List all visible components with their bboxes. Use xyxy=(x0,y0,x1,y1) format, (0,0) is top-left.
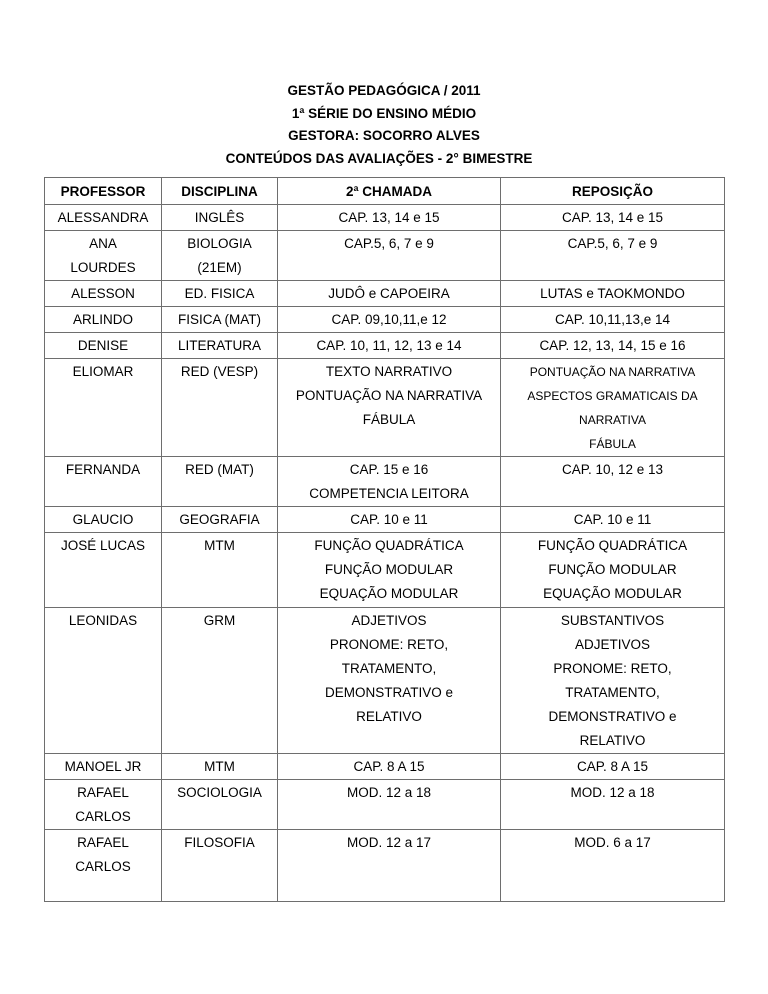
cell-disciplina xyxy=(162,205,278,231)
cell-text-line: TRATAMENTO, xyxy=(341,661,437,676)
cell-text-line: ED. FISICA xyxy=(184,286,255,301)
cell-text-line: FERNANDA xyxy=(65,462,141,477)
cell-text-line: EQUAÇÃO MODULAR xyxy=(543,586,682,601)
cell-text-line: TEXTO NARRATIVO xyxy=(325,364,453,379)
cell-disciplina xyxy=(162,281,278,307)
cell-text-line: FUNÇÃO MODULAR xyxy=(324,562,454,577)
cell-professor xyxy=(45,457,162,507)
cell-text-line: MOD. 12 a 17 xyxy=(346,835,432,850)
cell-disciplina xyxy=(162,507,278,533)
cell-reposicao xyxy=(501,533,725,608)
cell-text-line: ASPECTOS GRAMATICAIS DA xyxy=(527,389,698,403)
cell-segunda-chamada xyxy=(278,533,501,608)
cell-text-line: FISICA (MAT) xyxy=(178,312,261,327)
cell-text-line: FUNÇÃO MODULAR xyxy=(548,562,677,577)
cell-text-line: LUTAS e TAOKMONDO xyxy=(540,286,685,301)
table-row xyxy=(45,780,725,830)
cell-text-line: ADJETIVOS xyxy=(574,637,650,652)
header-grade: 1ª SÉRIE DO ENSINO MÉDIO xyxy=(291,105,477,121)
table-row xyxy=(45,307,725,333)
cell-text-line: SOCIOLOGIA xyxy=(177,785,262,800)
cell-reposicao xyxy=(501,231,725,281)
table-row xyxy=(45,281,725,307)
cell-text-line: LOURDES xyxy=(70,260,136,275)
cell-text-line: ELIOMAR xyxy=(72,364,134,379)
cell-segunda-chamada xyxy=(278,507,501,533)
cell-text-line: RELATIVO xyxy=(356,709,422,724)
cell-professor xyxy=(45,231,162,281)
table-row xyxy=(45,231,725,281)
cell-segunda-chamada xyxy=(278,231,501,281)
exam-contents-table xyxy=(44,177,725,902)
cell-text-line: RELATIVO xyxy=(579,733,646,748)
cell-text-line: MOD. 12 a 18 xyxy=(346,785,432,800)
cell-professor xyxy=(45,205,162,231)
cell-text-line: NARRATIVA xyxy=(579,413,646,427)
cell-text-line: ADJETIVOS xyxy=(351,613,427,628)
cell-text-line: CAP.5, 6, 7 e 9 xyxy=(344,236,434,251)
cell-reposicao xyxy=(501,457,725,507)
cell-text-line: CAP.5, 6, 7 e 9 xyxy=(567,236,658,251)
cell-segunda-chamada xyxy=(278,457,501,507)
cell-text-line: MTM xyxy=(204,759,235,774)
cell-text-line: COMPETENCIA LEITORA xyxy=(309,486,469,501)
cell-segunda-chamada xyxy=(278,359,501,457)
cell-text-line: CAP. 09,10,11,e 12 xyxy=(331,312,447,327)
cell-text-line: SUBSTANTIVOS xyxy=(560,613,665,628)
cell-segunda-chamada xyxy=(278,608,501,754)
cell-reposicao xyxy=(501,830,725,902)
cell-reposicao xyxy=(501,205,725,231)
cell-text-line: CAP. 10 e 11 xyxy=(350,512,428,527)
cell-text-line: TRATAMENTO, xyxy=(565,685,660,700)
cell-text-line: MTM xyxy=(204,538,235,553)
table-row xyxy=(45,533,725,608)
cell-text-line: ARLINDO xyxy=(72,312,133,327)
cell-text-line: CAP. 13, 14 e 15 xyxy=(338,210,440,225)
cell-disciplina xyxy=(162,780,278,830)
table-row xyxy=(45,205,725,231)
header-title: GESTÃO PEDAGÓGICA / 2011 xyxy=(287,83,481,98)
cell-text-line: CAP. 15 e 16 xyxy=(349,462,429,477)
cell-text-line: GEOGRAFIA xyxy=(179,512,260,527)
cell-text-line: RED (MAT) xyxy=(185,462,254,477)
cell-text-line: INGLÊS xyxy=(194,210,245,225)
cell-reposicao xyxy=(501,359,725,457)
cell-professor xyxy=(45,754,162,780)
cell-professor xyxy=(45,780,162,830)
header-manager: GESTORA: SOCORRO ALVES xyxy=(288,128,480,143)
cell-professor xyxy=(45,533,162,608)
header-subject: CONTEÚDOS DAS AVALIAÇÕES - 2° BIMESTRE xyxy=(225,150,533,166)
cell-text-line: PONTUAÇÃO NA NARRATIVA xyxy=(529,365,696,379)
cell-text-line: CAP. 10, 12 e 13 xyxy=(561,462,664,477)
cell-text-line: MOD. 12 a 18 xyxy=(570,785,655,800)
cell-text-line: EQUAÇÃO MODULAR xyxy=(319,586,459,601)
cell-text-line: BIOLOGIA xyxy=(187,236,252,251)
cell-text-line: ALESSON xyxy=(71,286,135,301)
cell-text-line: CAP. 8 A 15 xyxy=(353,759,425,774)
table-body xyxy=(45,205,725,902)
cell-text-line: FÁBULA xyxy=(589,437,636,451)
table-row xyxy=(45,830,725,902)
cell-text-line: DENISE xyxy=(77,338,129,353)
cell-professor xyxy=(45,333,162,359)
cell-text-line: CARLOS xyxy=(75,809,131,824)
table-header-row xyxy=(45,178,725,205)
cell-disciplina xyxy=(162,754,278,780)
cell-segunda-chamada xyxy=(278,780,501,830)
column-header-segunda-chamada: 2ª CHAMADA xyxy=(278,178,501,205)
cell-text-line: CAP. 10, 11, 12, 13 e 14 xyxy=(316,338,462,353)
cell-text-line: DEMONSTRATIVO e xyxy=(324,685,453,700)
cell-disciplina xyxy=(162,307,278,333)
cell-disciplina xyxy=(162,533,278,608)
cell-segunda-chamada xyxy=(278,333,501,359)
cell-segunda-chamada xyxy=(278,754,501,780)
cell-text-line: MOD. 6 a 17 xyxy=(574,835,651,850)
cell-text-line: CARLOS xyxy=(75,859,131,874)
cell-reposicao xyxy=(501,780,725,830)
cell-reposicao xyxy=(501,754,725,780)
cell-text-line: CAP. 13, 14 e 15 xyxy=(561,210,664,225)
cell-segunda-chamada xyxy=(278,307,501,333)
cell-text-line: (21EM) xyxy=(197,260,242,275)
cell-text-line: DEMONSTRATIVO e xyxy=(548,709,677,724)
cell-text-line: PONTUAÇÃO NA NARRATIVA xyxy=(295,388,483,403)
cell-segunda-chamada xyxy=(278,281,501,307)
cell-text-line: CAP. 8 A 15 xyxy=(576,759,649,774)
cell-professor xyxy=(45,608,162,754)
cell-text-line: RAFAEL xyxy=(77,835,129,850)
cell-text-line: JOSÉ LUCAS xyxy=(60,538,146,553)
cell-text-line: FÁBULA xyxy=(362,412,416,427)
cell-reposicao xyxy=(501,307,725,333)
cell-reposicao xyxy=(501,281,725,307)
cell-segunda-chamada xyxy=(278,830,501,902)
cell-text-line: CAP. 12, 13, 14, 15 e 16 xyxy=(539,338,686,353)
cell-text-line: CAP. 10 e 11 xyxy=(573,512,652,527)
cell-disciplina xyxy=(162,359,278,457)
cell-disciplina xyxy=(162,608,278,754)
cell-text-line: PRONOME: RETO, xyxy=(329,637,449,652)
cell-text-line: RED (VESP) xyxy=(180,364,259,379)
cell-text-line: FUNÇÃO QUADRÁTICA xyxy=(314,538,464,553)
table-row xyxy=(45,333,725,359)
cell-professor xyxy=(45,281,162,307)
cell-professor xyxy=(45,359,162,457)
cell-disciplina xyxy=(162,231,278,281)
cell-reposicao xyxy=(501,333,725,359)
cell-professor xyxy=(45,507,162,533)
cell-professor xyxy=(45,830,162,902)
cell-text-line: LEONIDAS xyxy=(68,613,138,628)
cell-text-line: FILOSOFIA xyxy=(184,835,255,850)
cell-text-line: CAP. 10,11,13,e 14 xyxy=(554,312,671,327)
cell-segunda-chamada xyxy=(278,205,501,231)
table-row xyxy=(45,457,725,507)
document-header xyxy=(0,80,768,170)
cell-text-line: ANA xyxy=(89,236,117,251)
cell-text-line: ALESSANDRA xyxy=(57,210,149,225)
cell-disciplina xyxy=(162,333,278,359)
cell-text-line: JUDÔ e CAPOEIRA xyxy=(328,286,450,301)
cell-reposicao xyxy=(501,608,725,754)
cell-text-line: LITERATURA xyxy=(177,338,261,353)
cell-text-line: FUNÇÃO QUADRÁTICA xyxy=(537,538,688,553)
table-row xyxy=(45,507,725,533)
table-row xyxy=(45,754,725,780)
column-header-disciplina: DISCIPLINA xyxy=(162,178,278,205)
table-row xyxy=(45,608,725,754)
cell-text-line: MANOEL JR xyxy=(64,759,142,774)
cell-reposicao xyxy=(501,507,725,533)
cell-text-line: GRM xyxy=(203,613,236,628)
cell-text-line: RAFAEL xyxy=(77,785,129,800)
cell-disciplina xyxy=(162,830,278,902)
cell-text-line: PRONOME: RETO, xyxy=(553,661,672,676)
cell-disciplina xyxy=(162,457,278,507)
column-header-reposicao: REPOSIÇÃO xyxy=(501,178,725,205)
column-header-professor: PROFESSOR xyxy=(45,178,162,205)
cell-text-line: GLAUCIO xyxy=(72,512,134,527)
table-row xyxy=(45,359,725,457)
cell-professor xyxy=(45,307,162,333)
